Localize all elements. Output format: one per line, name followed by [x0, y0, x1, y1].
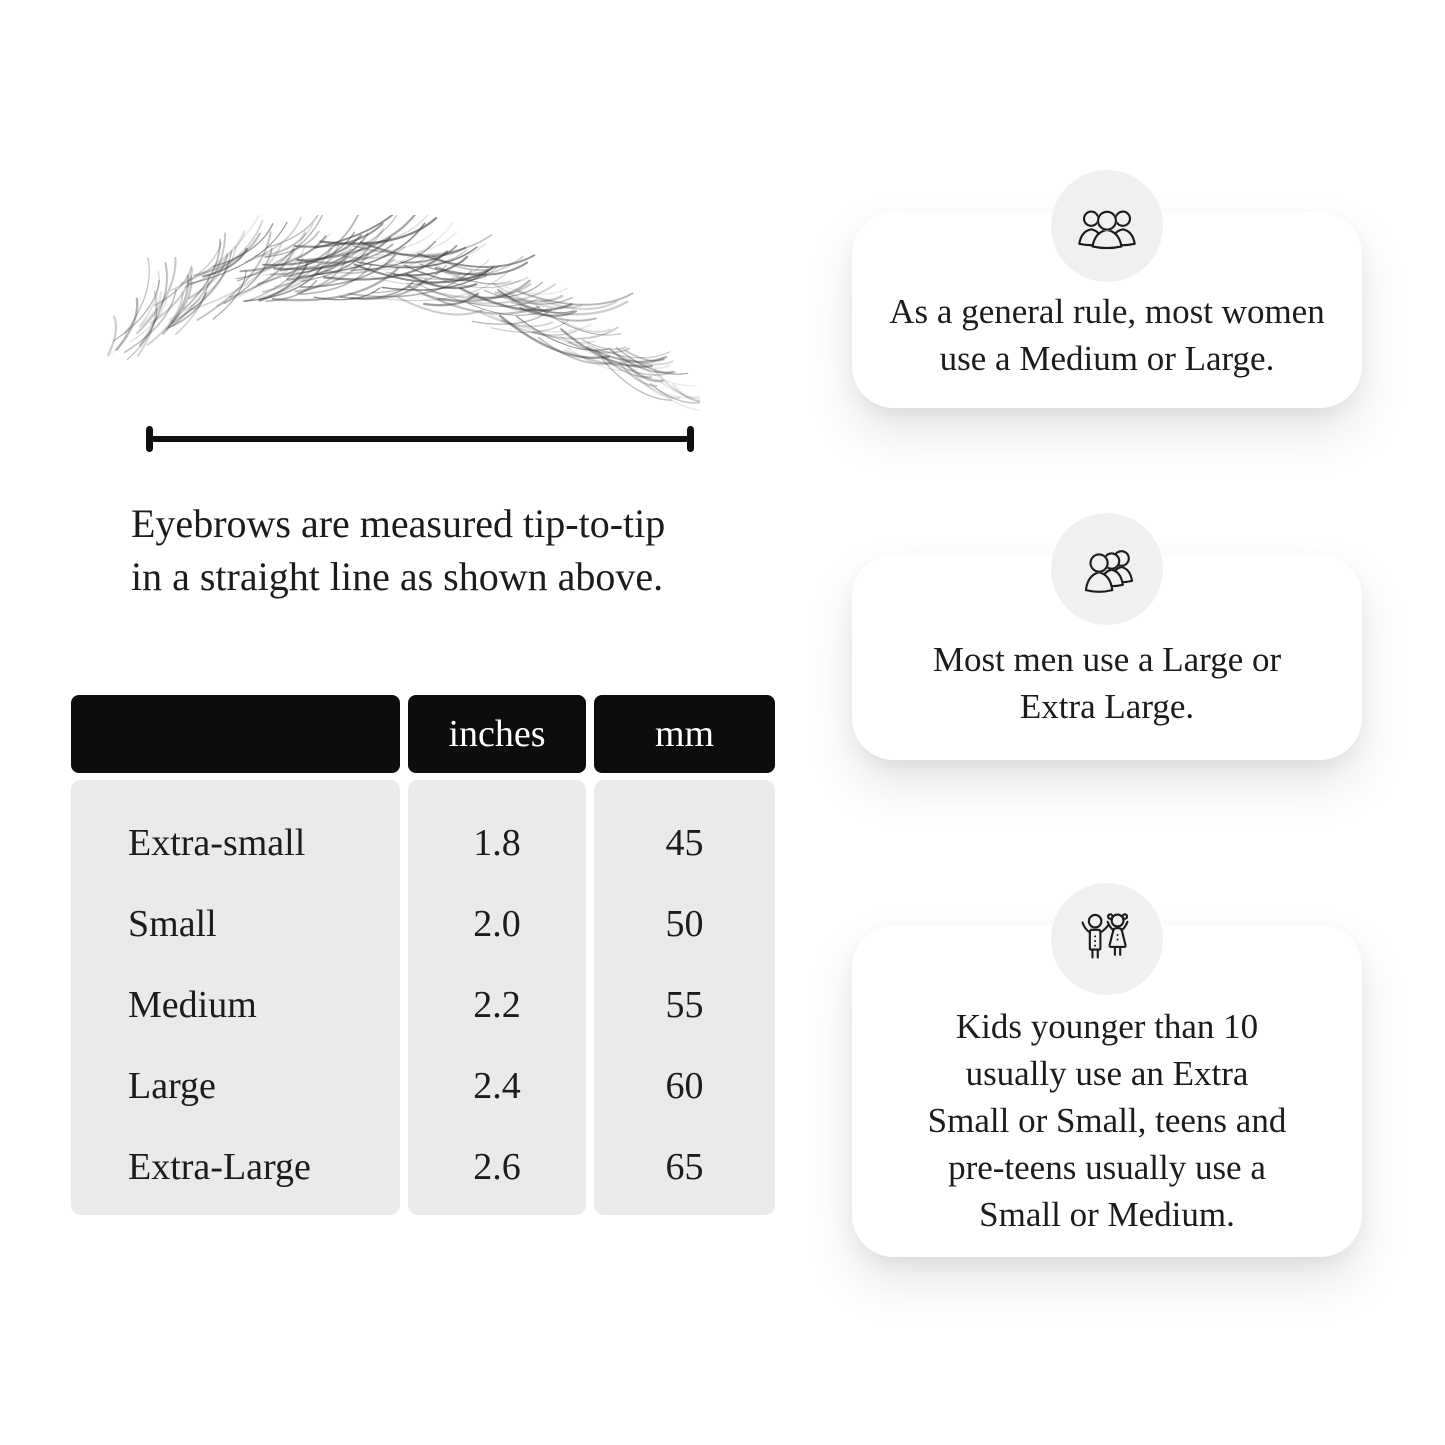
measurement-line-bar [148, 436, 692, 442]
measurement-line-right-cap [687, 426, 694, 452]
icon-badge [1051, 513, 1163, 625]
measurement-line [146, 426, 694, 452]
info-card-women [852, 212, 1362, 408]
size-label: Extra-Large [128, 1145, 311, 1188]
eyebrow-illustration [100, 215, 700, 415]
women-group-icon [1074, 198, 1140, 254]
kids-icon [1074, 911, 1140, 967]
icon-badge [1051, 883, 1163, 995]
table-column-mm [594, 780, 775, 1215]
mm-value: 55 [665, 983, 704, 1026]
size-label: Large [128, 1064, 216, 1107]
table-header-inches: inches [408, 695, 586, 773]
card-text: Kids younger than 10 usually use an Extra Small or Small, teens and pre-teens usually use a Small or Medium. [927, 1006, 1287, 1234]
icon-badge [1051, 170, 1163, 282]
size-table [71, 695, 775, 1215]
table-header-blank [71, 695, 400, 773]
card-text: As a general rule, most women use a Medium or Large. [889, 292, 1325, 378]
inches-value: 1.8 [473, 821, 521, 864]
size-label: Small [128, 902, 217, 945]
size-label: Extra-small [128, 821, 306, 864]
table-column-inches [408, 780, 586, 1215]
inches-value: 2.0 [473, 902, 521, 945]
inches-value: 2.4 [473, 1064, 521, 1107]
mm-value: 50 [665, 902, 704, 945]
mm-value: 60 [665, 1064, 704, 1107]
mm-value: 45 [665, 821, 704, 864]
measurement-caption [131, 497, 665, 603]
caption-line: Eyebrows are measured tip-to-tip [131, 501, 666, 546]
table-header-mm: mm [594, 695, 775, 773]
inches-value: 2.6 [473, 1145, 521, 1188]
card-text: Most men use a Large or Extra Large. [932, 639, 1282, 726]
caption-line: in a straight line as shown above. [131, 554, 664, 599]
info-card-men [852, 555, 1362, 760]
men-group-icon [1074, 541, 1140, 597]
inches-value: 2.2 [473, 983, 521, 1026]
size-label: Medium [128, 983, 257, 1026]
info-card-kids [852, 925, 1362, 1257]
mm-value: 65 [665, 1145, 704, 1188]
table-column-sizes [71, 780, 400, 1215]
